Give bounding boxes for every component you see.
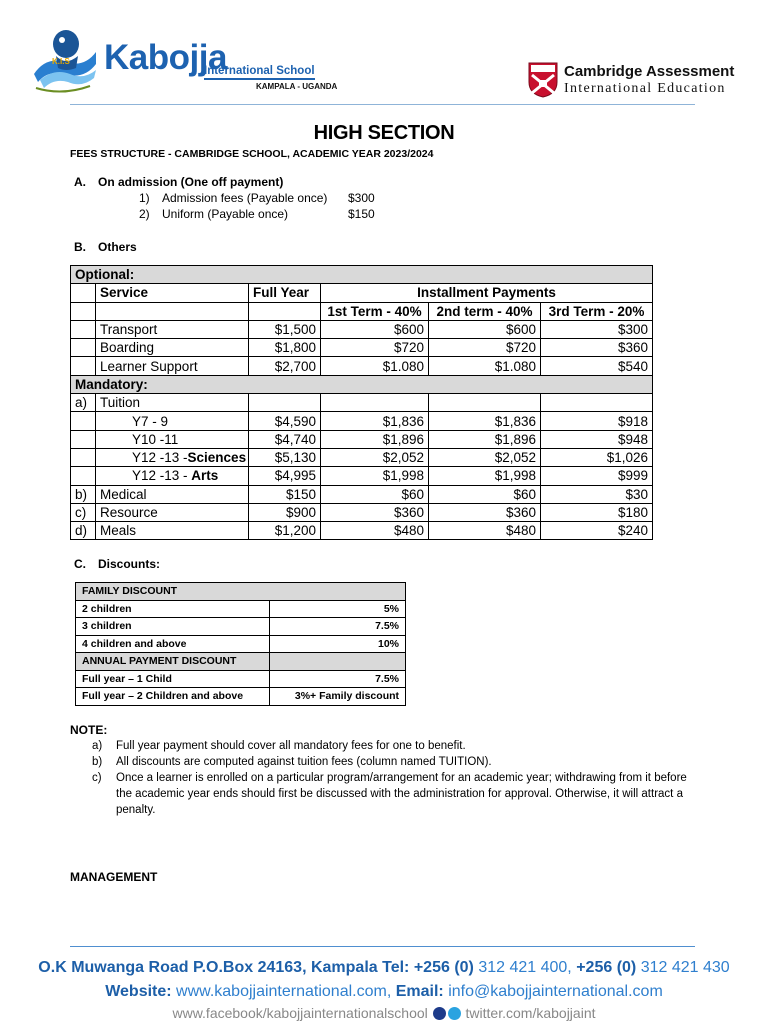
discount-label: Full year – 1 Child [76, 670, 270, 688]
service-cell: Resource [96, 503, 249, 521]
term2-cell: $720 [429, 339, 541, 357]
note-heading: NOTE: [70, 723, 108, 737]
table-header-row [71, 284, 653, 302]
term1-cell: $720 [321, 339, 429, 357]
footer-contact: Website: www.kabojjainternational.com, Email: info@kabojjainternational.com [105, 983, 663, 1000]
term2-cell: $1.080 [429, 357, 541, 375]
section-letter: C. [74, 557, 86, 571]
service-cell: Learner Support [96, 357, 249, 375]
management-signature: MANAGEMENT [70, 870, 158, 884]
full-year-cell: $4,740 [249, 430, 321, 448]
page-title: HIGH SECTION [313, 122, 455, 144]
facebook-link[interactable]: www.facebook/kabojjainternationalschool [172, 1005, 428, 1021]
cambridge-title: Cambridge Assessment [564, 63, 735, 80]
cambridge-logo [528, 60, 748, 100]
table-row [71, 339, 653, 357]
table-row [76, 618, 406, 636]
term2-cell: $360 [429, 503, 541, 521]
term3-cell: $30 [541, 485, 653, 503]
term1-cell: $1,998 [321, 467, 429, 485]
section-letter: B. [74, 240, 86, 254]
note-text: All discounts are computed against tuition fees (column named TUITION). [116, 756, 492, 768]
term3-cell: $300 [541, 320, 653, 338]
header-term1: 1st Term - 40% [321, 302, 429, 320]
email-link[interactable]: info@kabojjainternational.com [448, 983, 663, 1000]
discount-label: 3 children [76, 618, 270, 636]
mandatory-band-row [71, 375, 653, 393]
term3-cell: $918 [541, 412, 653, 430]
full-year-cell: $900 [249, 503, 321, 521]
table-row [76, 688, 406, 706]
discount-value: 5% [270, 600, 406, 618]
row-letter: c) [71, 503, 96, 521]
school-subtitle: International School [204, 65, 315, 80]
twitter-icon [448, 1007, 461, 1020]
term1-cell: $600 [321, 320, 429, 338]
school-name: Kabojja [104, 38, 227, 77]
term2-cell: $600 [429, 320, 541, 338]
table-row [71, 430, 653, 448]
term3-cell: $240 [541, 522, 653, 540]
discount-table [75, 582, 406, 706]
section-a-heading [74, 175, 283, 189]
full-year-cell: $1,200 [249, 522, 321, 540]
discount-value: 3%+ Family discount [270, 688, 406, 706]
mandatory-label: Mandatory: [71, 375, 653, 393]
facebook-icon [433, 1007, 446, 1020]
table-row [76, 635, 406, 653]
item-number: 2) [139, 207, 150, 221]
twitter-link[interactable]: twitter.com/kabojjaint [465, 1005, 596, 1021]
term1-cell: $1,896 [321, 430, 429, 448]
note-letter: c) [92, 772, 102, 784]
term2-cell: $60 [429, 485, 541, 503]
page-subtitle: FEES STRUCTURE - CAMBRIDGE SCHOOL, ACADEMIC YEAR 2023/2024 [70, 148, 434, 160]
table-row [71, 320, 653, 338]
row-letter: a) [71, 394, 96, 412]
row-letter: b) [71, 485, 96, 503]
term2-cell: $1,896 [429, 430, 541, 448]
term1-cell: $360 [321, 503, 429, 521]
term2-cell: $480 [429, 522, 541, 540]
full-year-cell: $1,800 [249, 339, 321, 357]
note-text: Full year payment should cover all mandatory fees for one to benefit. [116, 740, 466, 752]
section-title: Others [98, 240, 137, 254]
table-row [71, 394, 653, 412]
header-divider [70, 104, 695, 105]
service-cell: Transport [96, 320, 249, 338]
optional-label: Optional: [71, 266, 653, 284]
website-link[interactable]: www.kabojjainternational.com, [176, 983, 392, 1000]
note-item [92, 770, 702, 818]
section-title: On admission (One off payment) [98, 175, 284, 189]
full-year-cell: $150 [249, 485, 321, 503]
table-row [71, 448, 653, 466]
service-cell: Y7 - 9 [96, 412, 249, 430]
full-year-cell: $5,130 [249, 448, 321, 466]
row-letter: d) [71, 522, 96, 540]
note-item [92, 754, 702, 770]
annual-discount-label: ANNUAL PAYMENT DISCOUNT [76, 653, 270, 671]
term3-cell: $540 [541, 357, 653, 375]
service-cell: Y12 -13 - Arts [96, 467, 249, 485]
term1-cell: $60 [321, 485, 429, 503]
family-discount-label: FAMILY DISCOUNT [76, 583, 406, 601]
school-logo [26, 22, 338, 100]
cambridge-subtitle: International Education [564, 81, 726, 96]
service-cell: Tuition [96, 394, 249, 412]
discount-value: 10% [270, 635, 406, 653]
section-title: Discounts: [98, 557, 161, 571]
discount-value: 7.5% [270, 670, 406, 688]
admission-item [0, 207, 768, 223]
footer-address: O.K Muwanga Road P.O.Box 24163, Kampala Tel: +256 (0) 312 421 400, +256 (0) 312 421 430 [38, 959, 730, 976]
table-row [71, 503, 653, 521]
school-location: KAMPALA - UGANDA [256, 82, 338, 91]
full-year-cell: $4,590 [249, 412, 321, 430]
table-row [71, 357, 653, 375]
header-installment: Installment Payments [321, 284, 653, 302]
fees-table [70, 265, 653, 540]
term1-cell: $1,836 [321, 412, 429, 430]
term3-cell: $948 [541, 430, 653, 448]
discount-label: 4 children and above [76, 635, 270, 653]
item-amount: $300 [348, 191, 375, 205]
cambridge-crest-icon [528, 62, 558, 98]
section-c-heading [74, 557, 160, 571]
item-number: 1) [139, 191, 150, 205]
table-row [76, 600, 406, 618]
full-year-cell: $2,700 [249, 357, 321, 375]
service-cell: Medical [96, 485, 249, 503]
term1-cell: $2,052 [321, 448, 429, 466]
note-letter: b) [92, 756, 103, 768]
table-row [71, 522, 653, 540]
table-row [71, 412, 653, 430]
table-subheader-row [71, 302, 653, 320]
term3-cell: $1,026 [541, 448, 653, 466]
term2-cell: $1,998 [429, 467, 541, 485]
header-term3: 3rd Term - 20% [541, 302, 653, 320]
item-label: Uniform (Payable once) [162, 207, 289, 221]
term3-cell: $999 [541, 467, 653, 485]
admission-item [0, 191, 768, 207]
full-year-cell: $4,995 [249, 467, 321, 485]
annual-discount-band [76, 653, 406, 671]
header-full-year: Full Year [249, 284, 321, 302]
term3-cell: $360 [541, 339, 653, 357]
table-row [71, 485, 653, 503]
discount-label: 2 children [76, 600, 270, 618]
optional-band-row [71, 266, 653, 284]
service-cell: Y12 -13 -Sciences [96, 448, 249, 466]
service-cell: Boarding [96, 339, 249, 357]
footer-social [0, 1005, 768, 1021]
full-year-cell: $1,500 [249, 320, 321, 338]
family-discount-band [76, 583, 406, 601]
header-service: Service [96, 284, 249, 302]
section-b-heading [74, 240, 137, 254]
service-cell: Y10 -11 [96, 430, 249, 448]
service-cell: Meals [96, 522, 249, 540]
footer-divider [70, 946, 695, 947]
discount-value: 7.5% [270, 618, 406, 636]
kis-emblem-icon [26, 22, 100, 98]
term3-cell: $180 [541, 503, 653, 521]
term2-cell: $1,836 [429, 412, 541, 430]
table-row [76, 670, 406, 688]
section-letter: A. [74, 175, 86, 189]
header-term2: 2nd term - 40% [429, 302, 541, 320]
svg-text:K.I.S: K.I.S [52, 57, 70, 66]
note-item [92, 738, 702, 754]
term1-cell: $1.080 [321, 357, 429, 375]
item-label: Admission fees (Payable once) [162, 191, 328, 205]
table-row [71, 467, 653, 485]
item-amount: $150 [348, 207, 375, 221]
term2-cell: $2,052 [429, 448, 541, 466]
note-text: Once a learner is enrolled on a particular program/arrangement for an academic year; withdrawing from it before the academic year ends should first be discussed with the administration for approval. Otherwise, it will attract a penalty. [116, 772, 687, 816]
note-letter: a) [92, 740, 103, 752]
discount-label: Full year – 2 Children and above [76, 688, 270, 706]
term1-cell: $480 [321, 522, 429, 540]
